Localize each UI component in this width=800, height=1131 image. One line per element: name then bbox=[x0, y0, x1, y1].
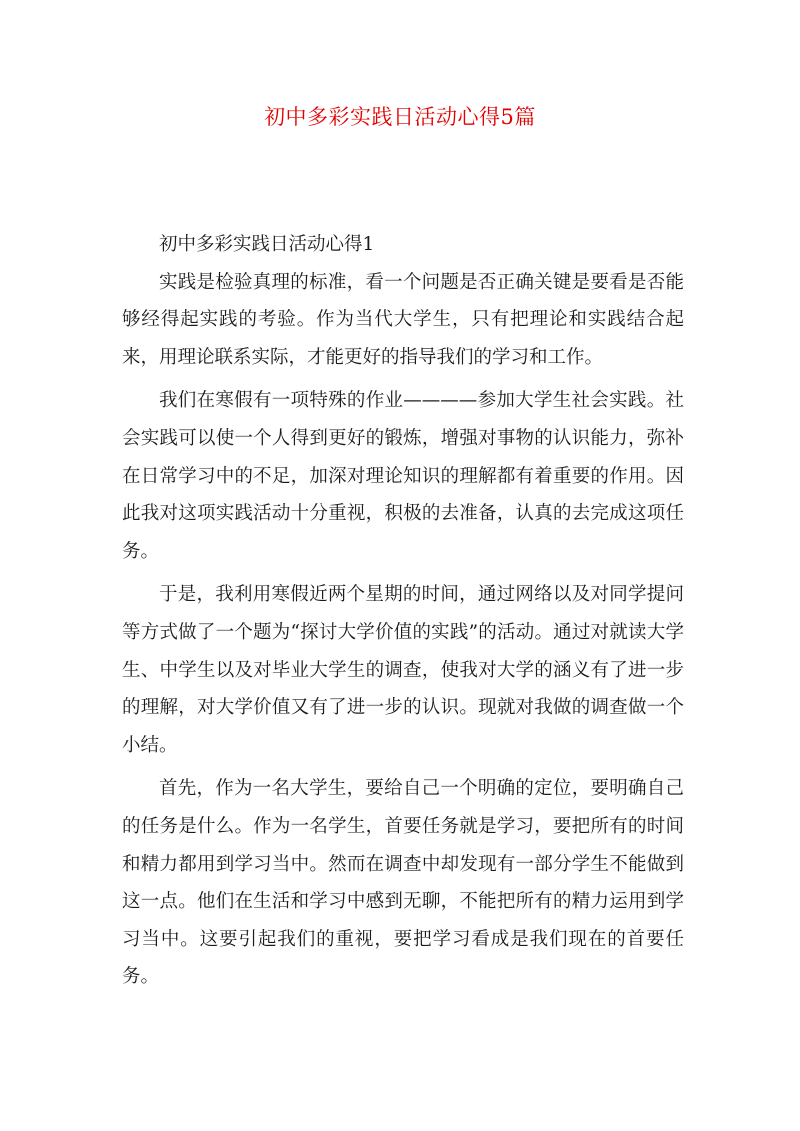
section-heading: 初中多彩实践日活动心得1 bbox=[159, 234, 375, 255]
document-title: 初中多彩实践日活动心得5篇 bbox=[264, 105, 536, 129]
paragraph-2: 我们在寒假有一项特殊的作业————参加大学生社会实践。社会实践可以使一个人得到更好的锻炼，增强对事物的认识能力，弥补在日常学习中的不足，加深对理论知识的理解都有着重要的作用。因此我对这项实践活动十分重视，积极的去准备，认真的去完成这项任务。 bbox=[122, 390, 684, 562]
paragraph-3: 于是，我利用寒假近两个星期的时间，通过网络以及对同学提问等方式做了一个题为“探讨大学价值的实践”的活动。通过对就读大学生、中学生以及对毕业大学生的调查，使我对大学的涵义有了进一步的理解，对大学价值又有了进一步的认识。现就对我做的调查做一个小结。 bbox=[122, 584, 684, 756]
paragraph-1: 实践是检验真理的标准，看一个问题是否正确关键是要看是否能够经得起实践的考验。作为当代大学生，只有把理论和实践结合起来，用理论联系实际，才能更好的指导我们的学习和工作。 bbox=[122, 271, 684, 368]
paragraph-4: 首先，作为一名大学生，要给自己一个明确的定位，要明确自己的任务是什么。作为一名学生，首要任务就是学习，要把所有的时间和精力都用到学习当中。然而在调查中却发现有一部分学生不能做到这一点。他们在生活和学习中感到无聊，不能把所有的精力运用到学习当中。这要引起我们的重视，要把学习看成是我们现在的首要任务。 bbox=[122, 778, 684, 988]
document-body bbox=[122, 226, 684, 996]
